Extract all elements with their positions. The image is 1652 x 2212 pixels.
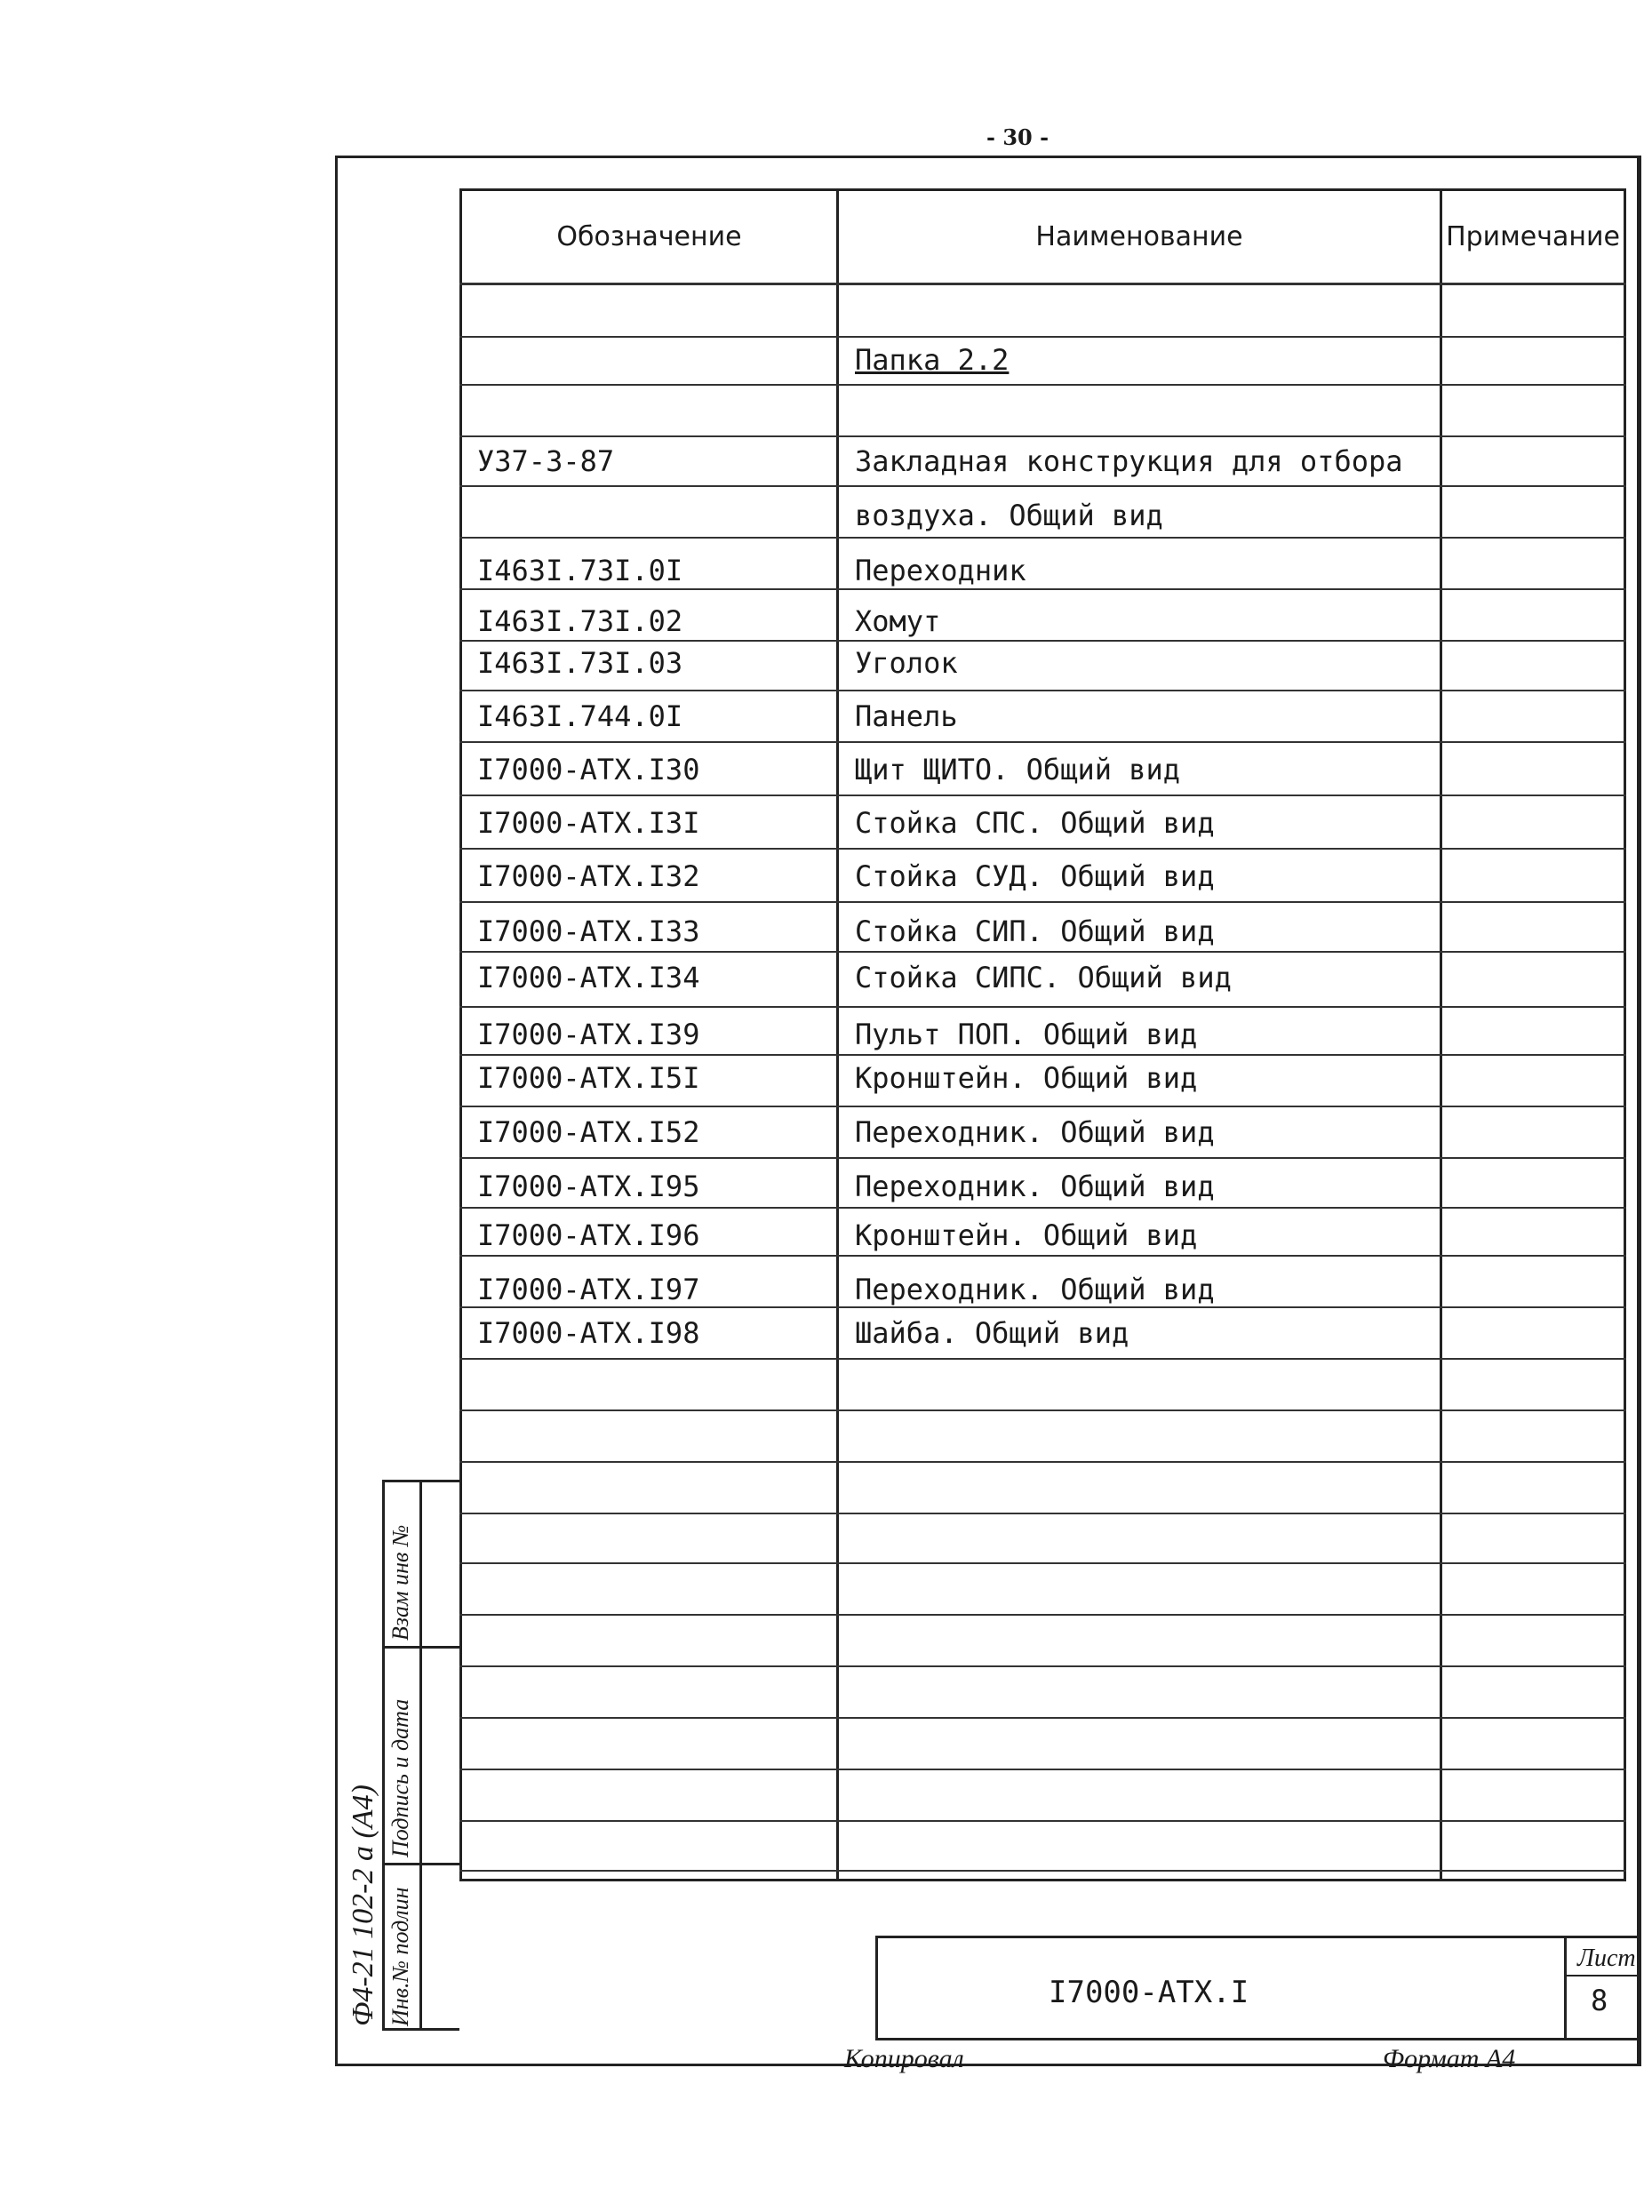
header-designation: Обозначение — [556, 220, 742, 252]
row-code: I7000-АТХ.I5I — [477, 1061, 700, 1095]
row-line — [459, 588, 1626, 590]
side-label-inv-podl: Инв.№ подлин — [387, 1887, 413, 2026]
row-line — [459, 1614, 1626, 1616]
row-code: I7000-АТХ.I95 — [477, 1170, 700, 1203]
title-block — [875, 1936, 1641, 2040]
row-line — [459, 951, 1626, 953]
section-title: Папка 2.2 — [855, 343, 1010, 377]
side-label-vzam: Взам инв № — [387, 1524, 413, 1641]
row-line — [459, 1106, 1626, 1107]
row-name: Закладная конструкция для отбора — [855, 444, 1403, 478]
row-code: I7000-АТХ.I52 — [477, 1115, 700, 1149]
row-line — [459, 640, 1626, 642]
row-name: Стойка СИПС. Общий вид — [855, 961, 1232, 994]
row-line — [459, 741, 1626, 743]
header-note: Примечание — [1446, 220, 1620, 252]
footer-copied: Копировал — [844, 2044, 964, 2073]
row-line — [459, 1665, 1626, 1667]
row-line — [459, 435, 1626, 437]
column-divider-2 — [1440, 188, 1442, 1881]
row-name: Стойка СИП. Общий вид — [855, 914, 1215, 948]
row-line — [459, 1461, 1626, 1463]
row-name: Пульт ПОП. Общий вид — [855, 1018, 1198, 1051]
column-divider-1 — [836, 188, 839, 1881]
row-line — [459, 1358, 1626, 1360]
row-name: Панель — [855, 699, 958, 733]
side-divider — [419, 1480, 422, 2031]
row-code: У37-3-87 — [477, 444, 615, 478]
row-line — [459, 1870, 1626, 1872]
row-code: I7000-АТХ.I3I — [477, 806, 700, 840]
row-name: Стойка СУД. Общий вид — [855, 859, 1215, 893]
row-line — [459, 1717, 1626, 1719]
row-code: I7000-АТХ.I96 — [477, 1218, 700, 1252]
row-line — [459, 848, 1626, 850]
row-name: Хомут — [855, 604, 941, 638]
form-code: Ф4-21 102-2 а (А4) — [347, 1785, 379, 2026]
row-line — [459, 690, 1626, 691]
row-line — [459, 1769, 1626, 1770]
row-line — [459, 1157, 1626, 1159]
row-name: Стойка СПС. Общий вид — [855, 806, 1215, 840]
row-line — [459, 485, 1626, 487]
document-code: I7000-АТХ.I — [1049, 1975, 1249, 2010]
row-name: Уголок — [855, 646, 958, 680]
row-line — [459, 795, 1626, 796]
row-code: I463I.73I.03 — [477, 646, 683, 680]
row-code: I7000-АТХ.I32 — [477, 859, 700, 893]
row-line — [459, 336, 1626, 338]
row-code: I7000-АТХ.I33 — [477, 914, 700, 948]
row-line — [459, 1255, 1626, 1257]
side-divider — [382, 1863, 459, 1865]
header-name: Наименование — [1035, 220, 1243, 252]
row-code: I7000-АТХ.I30 — [477, 753, 700, 787]
row-code: I463I.73I.0I — [477, 554, 683, 587]
row-line — [459, 537, 1626, 539]
row-line — [459, 901, 1626, 903]
row-name: Шайба. Общий вид — [855, 1316, 1129, 1350]
row-name: воздуха. Общий вид — [855, 499, 1163, 532]
row-line — [459, 1054, 1626, 1056]
row-line — [459, 1409, 1626, 1411]
footer-format: Формат А4 — [1383, 2044, 1516, 2073]
row-name: Переходник. Общий вид — [855, 1115, 1215, 1149]
row-line — [459, 1006, 1626, 1008]
side-label-sign-date: Подпись и дата — [387, 1698, 413, 1857]
row-name: Кронштейн. Общий вид — [855, 1218, 1198, 1252]
row-code: I7000-АТХ.I97 — [477, 1273, 700, 1306]
row-line — [459, 1513, 1626, 1514]
row-name: Переходник. Общий вид — [855, 1170, 1215, 1203]
row-code: I463I.73I.02 — [477, 604, 683, 638]
row-line — [459, 384, 1626, 386]
header-line — [459, 283, 1626, 285]
row-code: I7000-АТХ.I39 — [477, 1018, 700, 1051]
side-divider — [382, 1646, 459, 1649]
row-code: I7000-АТХ.I98 — [477, 1316, 700, 1350]
sheet-label: Лист — [1577, 1944, 1636, 1972]
row-line — [459, 1207, 1626, 1209]
row-code: I463I.744.0I — [477, 699, 683, 733]
row-name: Щит ЩИТО. Общий вид — [855, 753, 1181, 787]
row-code: I7000-АТХ.I34 — [477, 961, 700, 994]
sheet-number: 8 — [1591, 1984, 1608, 2017]
row-name: Переходник. Общий вид — [855, 1273, 1215, 1306]
row-name: Кронштейн. Общий вид — [855, 1061, 1198, 1095]
row-line — [459, 1820, 1626, 1822]
row-line — [459, 1562, 1626, 1564]
sheet-divider — [1564, 1975, 1641, 1976]
page-number: - 30 - — [986, 124, 1049, 150]
row-name: Переходник — [855, 554, 1026, 587]
